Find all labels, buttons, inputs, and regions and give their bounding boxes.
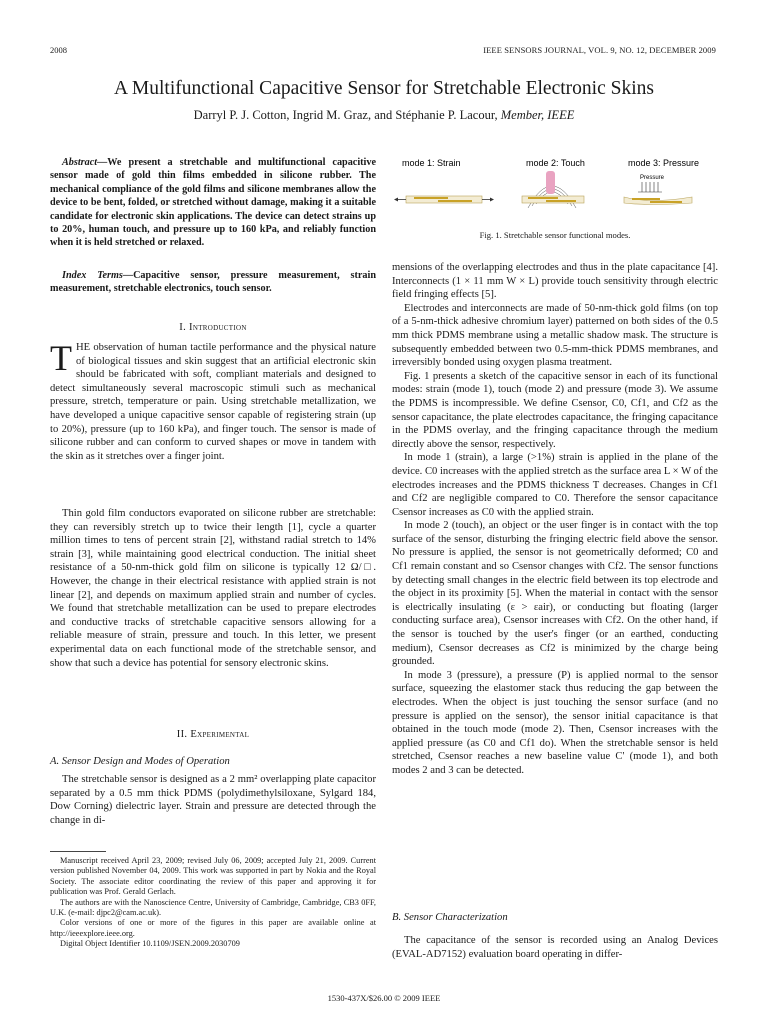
- sensor-characterization-paragraph: The capacitance of the sensor is recorded using an Analog Devices (EVAL-AD7152) evaluation board operating in differ-: [392, 935, 718, 960]
- right-arrow-icon: [490, 198, 494, 202]
- intro-paragraph-2: Thin gold film conductors evaporated on silicone rubber are stretchable: they can reversibly stretch up to twice their length [1], cycle a quarter million times to tens of percent strain [2], withstand radial stretch to 14% strain [3], while maintaining good electrical conduction. The initial sheet resistance of a 50-nm-thick gold film on silicone is typically 12 Ω/□. However, the change in their electrical resistance with applied strain is not linear [2], and depends on maximum applied strain and number of cycles. We found that stretchable metallization can be used to prepare electrodes and conductive tracks of stretchable capacitive sensors allowing for a reliable measure of strain, pressure and touch. In this letter, we present experimental data on each functional mode of the stretchable sensor, and show that such a device has potential for sensory electronic skins.: [50, 508, 376, 669]
- index-terms-lead: Index Terms—: [62, 270, 134, 281]
- abstract-text: We present a stretchable and multifunctional capacitive sensor made of gold thin films embedded in silicone rubber. The mechanical compliance of the gold films and silicone membranes allow the device to be bent, folded, or stretched without damage, making it a suitable candidate for electronic skin applications. The device can detect strains up to 20%, human touch, and pressure up to 160 kPa, and reliably function when it is held stretched or relaxed.: [50, 157, 376, 249]
- paragraph-functional-modes: Fig. 1 presents a sketch of the capacitive sensor in each of its functional modes: strain (mode 1), touch (mode 2) and pressure (mode 3). We assume the PDMS is incompressible. We define Csensor, C0, Cf1, and Cf2 as the sensor capacitance, the plate electrodes capacitance, the fringing capacitance in the PDMS overlay, and the fringing capacitance through the medium directly above the sensor, respectively.: [392, 370, 718, 450]
- abstract-lead: Abstract—: [62, 157, 108, 168]
- paragraph-mode-3: In mode 3 (pressure), a pressure (P) is applied normal to the sensor surface, squeezing the elastomer stack thus reducing the gap between the electrodes. When the object is just touching the sensor surface (and no pressure is applied on the sensor), the sensor initial capacitance is that obtained in the touch mode (mode 2). Then, Csensor increases with the applied pressure (as C0 and Cf1 do). When the stretchable sensor is held stretched, Csensor reaches a new baseline value C' (mode 1), and both modes 2 and 3 can be detected.: [392, 669, 718, 776]
- section-number: I.: [179, 322, 187, 333]
- journal-header: IEEE SENSORS JOURNAL, VOL. 9, NO. 12, DECEMBER 2009: [483, 45, 716, 55]
- footnote-affiliation: The authors are with the Nanoscience Centre, University of Cambridge, Cambridge, CB3 0FF, U.K. (e-mail: djpc2@cam.ac.uk).: [50, 897, 376, 918]
- author-names: Darryl P. J. Cotton, Ingrid M. Graz, and Stéphanie P. Lacour,: [193, 108, 498, 122]
- footnote-doi: Digital Object Identifier 10.1109/JSEN.2009.2030709: [60, 939, 240, 949]
- mode-1-label: mode 1: Strain: [402, 158, 461, 168]
- finger-icon: [546, 171, 555, 194]
- footnote-rule: [50, 851, 106, 852]
- section-heading-experimental: [50, 729, 376, 740]
- figure-1-drawing: [392, 152, 718, 228]
- abstract: [50, 156, 376, 250]
- pressure-arrows-icon: [642, 182, 658, 192]
- right-column-text: [392, 261, 718, 778]
- author-membership: Member, IEEE: [500, 108, 575, 122]
- left-arrow-icon: [394, 198, 398, 202]
- page-number: 2008: [50, 45, 67, 55]
- author-line: [0, 108, 768, 123]
- footnotes: [50, 856, 376, 950]
- section-title: Experimental: [190, 729, 250, 740]
- mode-2-label: mode 2: Touch: [526, 158, 585, 168]
- mode-1-sensor-sketch: [394, 196, 494, 203]
- paragraph-continuation: mensions of the overlapping electrodes and thus in the plate capacitance [4]. Interconnects (1 × 11 mm W × L) provide touch sensitivity through electric field fringing effects [5].: [392, 262, 718, 301]
- paragraph-electrodes: Electrodes and interconnects are made of 50-nm-thick gold films (on top of a 5-nm-thick adhesive chromium layer) patterned on both sides of the 0.5 mm thick PDMS membrane using a metallic shadow mask. The structure is subsequently embedded between two 0.5-mm-thick PDMS membranes, and irreversibly bonded using oxygen plasma treatment.: [392, 302, 718, 369]
- drop-cap: T: [50, 338, 72, 378]
- subsection-heading-a: A. Sensor Design and Modes of Operation: [50, 756, 230, 767]
- footnote-color-versions: Color versions of one or more of the figures in this paper are available online at http://ieeexplore.ieee.org.: [50, 918, 376, 938]
- intro-paragraph-1: [50, 338, 376, 463]
- footnote-manuscript: Manuscript received April 23, 2009; revised July 06, 2009; accepted July 21, 2009. Current version published November 04, 2009. This work was supported in part by Nokia and the Royal Society. The associate editor coordinating the review of this paper and approving it for publication was Prof. Gerald Gerlach.: [50, 856, 376, 897]
- mode-3-sensor-sketch: [624, 175, 692, 205]
- copyright-footer: 1530-437X/$26.00 © 2009 IEEE: [327, 993, 441, 1003]
- section-title: Introduction: [189, 322, 247, 333]
- section-heading-introduction: [50, 322, 376, 333]
- mode-2-sensor-sketch: [522, 171, 584, 208]
- section-number: II.: [176, 729, 188, 740]
- paragraph-mode-2: In mode 2 (touch), an object or the user finger is in contact with the top surface of the sensor, disturbing the fringing electric field above the sensor. No pressure is applied, the sensor is not geometrically deformed; C0 and Cf1 remain constant and so Csensor changes with Cf2. The sensor functions by detecting small changes in the electric field between its top electrode and the object in its proximity [5]. When the material in contact with the sensor is electrically insulating (ε > εair), or conducting but floating (larger conducting surface area), Csensor increases with Cf2. On the other hand, if the sensor is touched by the user's finger (or an earthed, conducting medium), Csensor decreases as Cf2 is minimized by the charge being grounded.: [392, 520, 718, 668]
- pressure-label: Pressure: [640, 175, 665, 181]
- subsection-heading-b: B. Sensor Characterization: [392, 912, 508, 923]
- paper-title: A Multifunctional Capacitive Sensor for Stretchable Electronic Skins: [114, 78, 654, 99]
- mode-3-label: mode 3: Pressure: [628, 158, 700, 168]
- sensor-design-paragraph: The stretchable sensor is designed as a 2 mm² overlapping plate capacitor separated by a 0.5 mm thick PDMS (polydimethylsiloxane, Sylgard 184, Dow Corning) dielectric layer. Strain and pressure are detected through the change in di-: [50, 774, 376, 826]
- paragraph-mode-1: In mode 1 (strain), a large (>1%) strain is applied in the plane of the device. C0 increases with the applied stretch as the surface area L × W of the electrodes increases and the PDMS thickness T decreases. Changes in Cf1 and Cf2 are negligible compared to C0. Therefore the sensor capacitance Csensor increases as C0 with the applied strain.: [392, 452, 718, 518]
- figure-1-caption: Fig. 1. Stretchable sensor functional modes.: [479, 230, 631, 240]
- index-terms-text: Capacitive sensor, pressure measurement, strain measurement, stretchable electronics, touch sensor.: [50, 270, 376, 295]
- intro-paragraph-1-text: HE observation of human tactile performance and the physical nature of biological tissues and skin suggest that an artificial electronic skin should be fabricated with soft, compliant materials and designed to detect simultaneously several macroscopic stimuli such as mechanical pressure, stretch, temperature or pain. Using stretchable metallization, we have developed a unique capacitive sensor capable of registering strain (up to 20%), pressure (up to 160 kPa), and finger touch. The sensor is made of silicone rubber and can conform to curved shapes or move in tandem with the skin as it stretches over a finger joint.: [50, 342, 376, 462]
- index-terms: [50, 269, 376, 296]
